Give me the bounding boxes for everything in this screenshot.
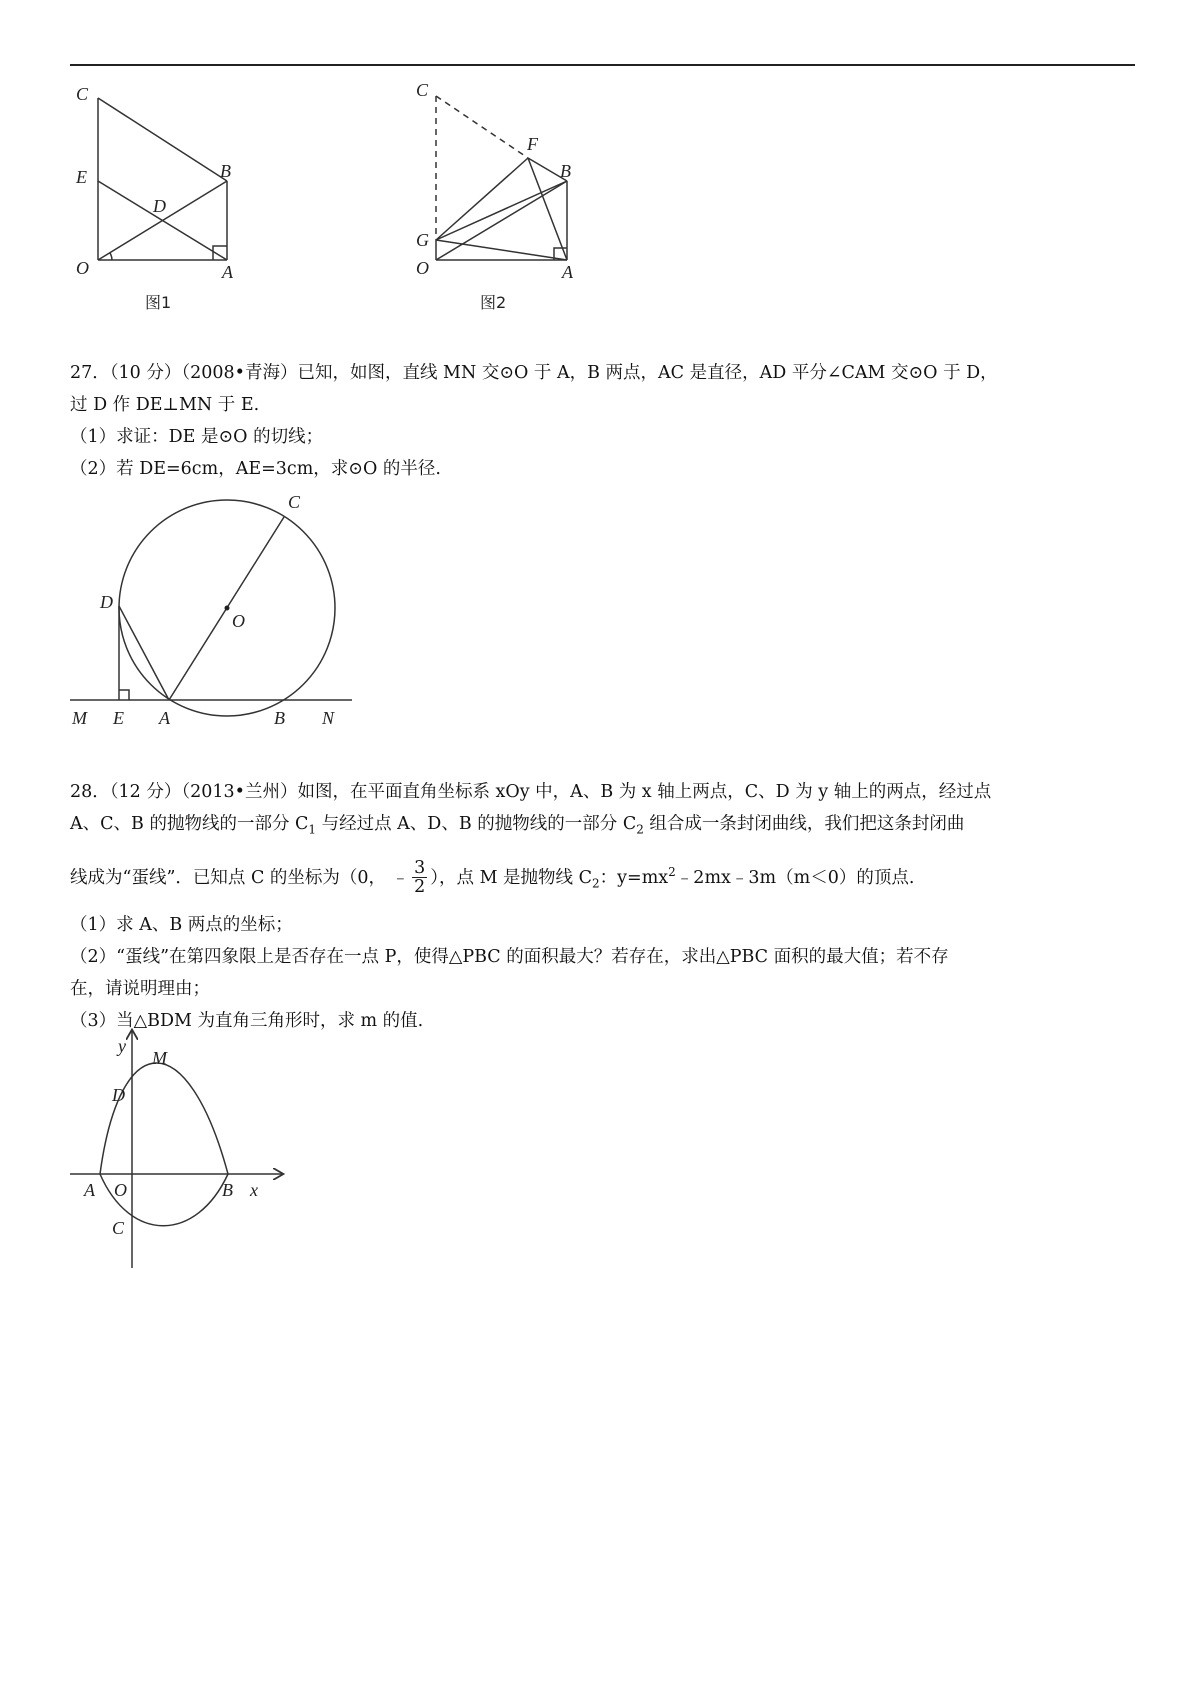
q28-line-3-text-a: 线成为“蛋线”．已知点 C 的坐标为（0，	[70, 867, 387, 888]
q27-label-d: D	[100, 592, 113, 612]
fig2-label-c: C	[416, 80, 429, 100]
q28-line-3-text-d: ﹣2mx﹣3m（m＜0）的顶点.	[675, 867, 915, 888]
q28-square-superscript: 2	[668, 864, 676, 879]
q28-fraction	[412, 859, 427, 896]
q27-label-o: O	[232, 611, 245, 631]
q27-label-n: N	[322, 708, 335, 728]
q28-label-a: A	[84, 1180, 95, 1200]
fig2-label-o: O	[416, 258, 429, 278]
q28-line-3-text-b: ），点 M 是抛物线 C	[430, 867, 593, 888]
q27-label-m: M	[72, 708, 87, 728]
q28-line-3	[70, 846, 1135, 909]
q28-line-2	[70, 808, 1135, 846]
q27-line-2: 过 D 作 DE⊥MN 于 E.	[70, 395, 260, 415]
q27-part-1: （1）求证：DE 是⊙O 的切线；	[70, 427, 324, 447]
fig1-label-o: O	[76, 258, 89, 278]
q28-label-x: x	[250, 1180, 258, 1200]
header-rule	[70, 64, 1135, 66]
fig1-label-e: E	[76, 167, 87, 187]
q28-label-b: B	[222, 1180, 233, 1200]
q28-line-2-text-a: A、C、B 的抛物线的一部分 C	[70, 814, 309, 834]
q28-label-d: D	[112, 1085, 125, 1105]
fig1-label-d: D	[153, 196, 166, 216]
q27-label-b: B	[274, 708, 285, 728]
q28-c1-subscript: 1	[308, 822, 317, 837]
q28-label-c: C	[112, 1218, 125, 1238]
figure-2	[410, 78, 610, 318]
figure-1	[70, 78, 270, 318]
figure-q28-egg-curve	[70, 1028, 300, 1273]
q27-label-a: A	[159, 708, 170, 728]
fig1-caption: 图1	[145, 293, 172, 312]
q28-line-2-text-c: 组合成一条封闭曲线，我们把这条封闭曲	[643, 814, 965, 834]
q28-line-2-text-b: 与经过点 A、D、B 的抛物线的一部分 C	[316, 814, 637, 834]
q28-c2-subscript-2: 2	[592, 875, 600, 890]
q28-minus-sign: ﹣	[391, 867, 410, 888]
q28-part-2b: 在，请说明理由；	[70, 978, 210, 999]
q28-fraction-numerator: 3	[414, 858, 426, 879]
fig1-label-a: A	[222, 262, 233, 282]
q28-line-1: 28．（12 分）（2013•兰州）如图，在平面直角坐标系 xOy 中，A、B 为 x 轴上两点，C、D 为 y 轴上的两点，经过点	[70, 782, 992, 802]
q28-part-3: （3）当△BDM 为直角三角形时，求 m 的值.	[70, 1010, 424, 1031]
figure-q27-circle	[70, 490, 360, 730]
question-27	[70, 357, 1135, 485]
q28-label-y: y	[118, 1036, 126, 1056]
fig2-label-f: F	[527, 134, 538, 154]
fig2-label-a: A	[562, 262, 573, 282]
fig1-label-c: C	[76, 84, 89, 104]
q28-fraction-denominator: 2	[414, 877, 426, 898]
q28-part-1: （1）求 A、B 两点的坐标；	[70, 914, 293, 935]
q28-c2-subscript: 2	[636, 822, 644, 837]
fig2-label-g: G	[416, 230, 429, 250]
question-28	[70, 776, 1135, 1037]
q27-label-e: E	[113, 708, 124, 728]
q28-line-3-text-c: ：y=mx	[599, 867, 669, 888]
q28-label-m: M	[152, 1048, 167, 1068]
q27-label-c: C	[288, 492, 301, 512]
fig1-label-b: B	[220, 161, 231, 181]
fig2-caption: 图2	[480, 293, 507, 312]
q27-part-2: （2）若 DE=6cm，AE=3cm，求⊙O 的半径.	[70, 459, 441, 479]
q27-line-1: 27．（10 分）（2008•青海）已知，如图，直线 MN 交⊙O 于 A，B 两点，AC 是直径，AD 平分∠CAM 交⊙O 于 D，	[70, 363, 998, 383]
fig2-label-b: B	[560, 161, 571, 181]
q28-part-2a: （2）“蛋线”在第四象限上是否存在一点 P，使得△PBC 的面积最大？若存在，求出△PBC 面积的最大值；若不存	[70, 946, 949, 967]
q28-label-o: O	[114, 1180, 127, 1200]
